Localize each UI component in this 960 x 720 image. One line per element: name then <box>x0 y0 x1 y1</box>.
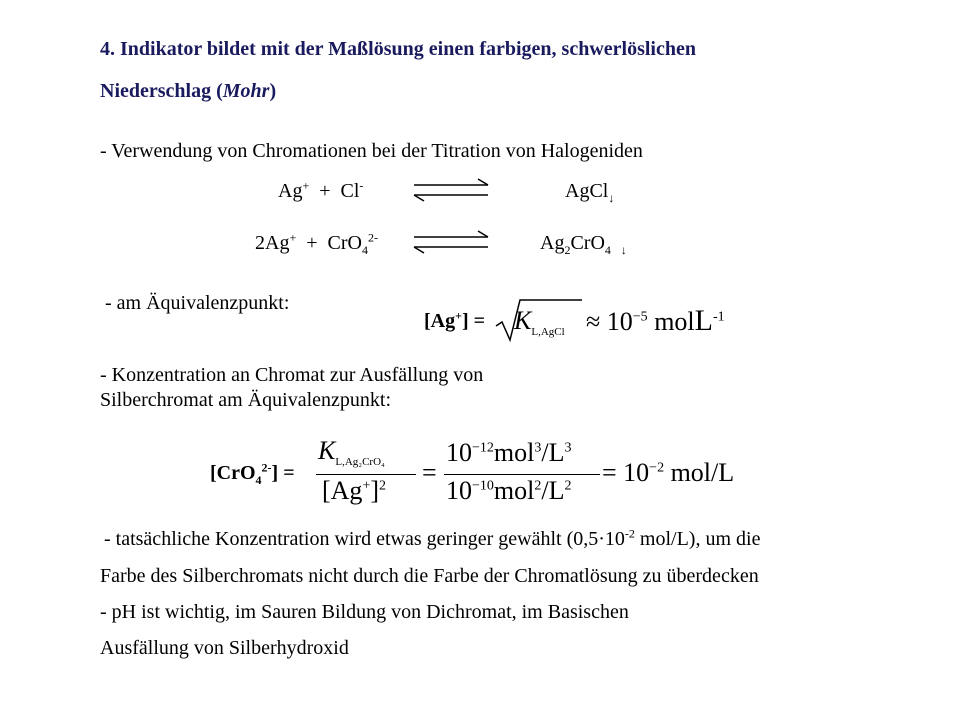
heading-line-2-end: ) <box>269 80 277 102</box>
ag-lhs-open: [Ag <box>424 310 456 332</box>
reaction-1-right <box>565 180 614 203</box>
r2-cro: CrO <box>327 232 362 254</box>
den2-unit: mol <box>493 476 535 505</box>
equals-1: = <box>422 458 437 487</box>
bullet-ph-2: Ausfällung von Silberhydroxid <box>100 637 349 659</box>
bullet-actual-conc-2: Farbe des Silberchromats nicht durch die Farbe der Chromatlösung zu überdecken <box>100 565 759 587</box>
den2-l: /L <box>541 476 565 505</box>
r1-precipitate-arrow: ↓ <box>608 191 615 205</box>
heading-mohr: Mohr <box>222 80 270 102</box>
den2-exp: −10 <box>472 478 494 494</box>
den2-base: 10 <box>446 476 472 505</box>
cro4-lhs-end: ] = <box>271 462 295 484</box>
ksp-k: K <box>514 306 532 335</box>
r1-cl: Cl <box>340 180 360 202</box>
bullet-chromate-use: - Verwendung von Chromationen bei der Titration von Halogeniden <box>100 140 643 162</box>
num2-l: /L <box>541 438 565 467</box>
r2-precipitate-arrow: ↓ <box>620 243 627 257</box>
heading-line-2-main: Niederschlag ( <box>100 80 223 102</box>
actual-conc-b: mol/L), um die <box>634 528 761 550</box>
result-base: = 10 <box>602 458 650 487</box>
r2-ag-prod: Ag <box>540 232 565 254</box>
num2-unit-exp: 3 <box>534 440 542 456</box>
ag-approx: ≈ 10 <box>586 307 633 336</box>
ag-lhs-end: ] = <box>461 310 486 332</box>
reaction-2-right <box>540 232 627 255</box>
equivalence-label: - am Äquivalenzpunkt: <box>105 292 290 314</box>
ag-unit-l-exp: -1 <box>712 309 725 325</box>
ag-sq-exp: 2 <box>379 478 387 494</box>
r2-cro-sub: 4 <box>361 243 368 257</box>
num2-l-exp: 3 <box>564 440 572 456</box>
num2-exp: −12 <box>472 440 494 456</box>
r1-ag: Ag <box>278 180 303 202</box>
ag-sq-charge: + <box>362 478 371 494</box>
r1-ag-charge: + <box>302 178 310 193</box>
den2-l-exp: 2 <box>564 478 572 494</box>
r1-plus: + <box>319 180 331 202</box>
fraction-bar-1 <box>316 474 416 475</box>
ag-concentration-lhs <box>424 310 485 333</box>
fraction-bar-2 <box>444 474 600 475</box>
heading-line-2 <box>100 80 276 103</box>
ksp2-sub: L,Ag₂CrO₄ <box>335 456 385 469</box>
ag-exp: −5 <box>632 309 648 325</box>
actual-conc-a: - tatsächliche Konzentration wird etwas geringer gewählt (0,5·10 <box>104 528 625 550</box>
result-exp: −2 <box>649 460 665 476</box>
bullet-actual-conc-1 <box>104 528 760 551</box>
r2-ag-prod-sub: 2 <box>564 243 571 257</box>
denominator-2 <box>446 476 571 506</box>
ag-concentration-value <box>586 304 725 338</box>
den2-unit-exp: 2 <box>534 478 542 494</box>
heading-line-1: 4. Indikator bildet mit der Maßlösung einen farbigen, schwerlöslichen <box>100 38 696 60</box>
r2-ag: 2Ag <box>255 232 290 254</box>
cro4-result <box>602 458 734 488</box>
ag-unit-mol: mol <box>654 307 695 336</box>
cro4-lhs-charge: 2- <box>261 460 272 475</box>
ksp2-k: K <box>318 436 336 465</box>
bullet-chromate-conc-1: - Konzentration an Chromat zur Ausfällung von <box>100 364 484 386</box>
ksp-ag2cro4 <box>318 436 385 469</box>
r2-cro-prod-sub: 4 <box>604 243 611 257</box>
numerator-2 <box>446 438 571 468</box>
bullet-ph-1: - pH ist wichtig, im Sauren Bildung von Dichromat, im Basischen <box>100 601 629 623</box>
ag-unit-l: L <box>694 304 713 337</box>
r1-cl-charge: - <box>359 178 364 193</box>
r2-ag-charge: + <box>289 230 297 245</box>
r1-agcl: AgCl <box>565 180 609 202</box>
ksp-agcl <box>514 306 565 339</box>
num2-base: 10 <box>446 438 472 467</box>
ag-sq-open: [Ag <box>322 476 363 505</box>
bullet-chromate-conc-2: Silberchromat am Äquivalenzpunkt: <box>100 389 392 411</box>
ksp-agcl-sub: L,AgCl <box>531 326 565 339</box>
ag-lhs-charge: + <box>455 308 462 323</box>
ag-sq-close: ] <box>370 476 380 505</box>
cro4-concentration-lhs <box>210 462 295 485</box>
equilibrium-arrow-2 <box>412 228 492 256</box>
r2-cro-charge: 2- <box>367 230 378 245</box>
actual-conc-exp: -2 <box>624 526 635 541</box>
num2-unit: mol <box>493 438 535 467</box>
reaction-2-left <box>255 232 378 255</box>
cro4-lhs-sub: 4 <box>255 473 262 487</box>
r2-cro-prod: CrO <box>570 232 605 254</box>
ag-squared <box>322 476 386 506</box>
reaction-1-left <box>278 180 363 203</box>
cro4-lhs-open: [CrO <box>210 462 256 484</box>
result-unit: mol/L <box>670 458 735 487</box>
r2-plus: + <box>306 232 318 254</box>
equilibrium-arrow-1 <box>412 176 492 204</box>
